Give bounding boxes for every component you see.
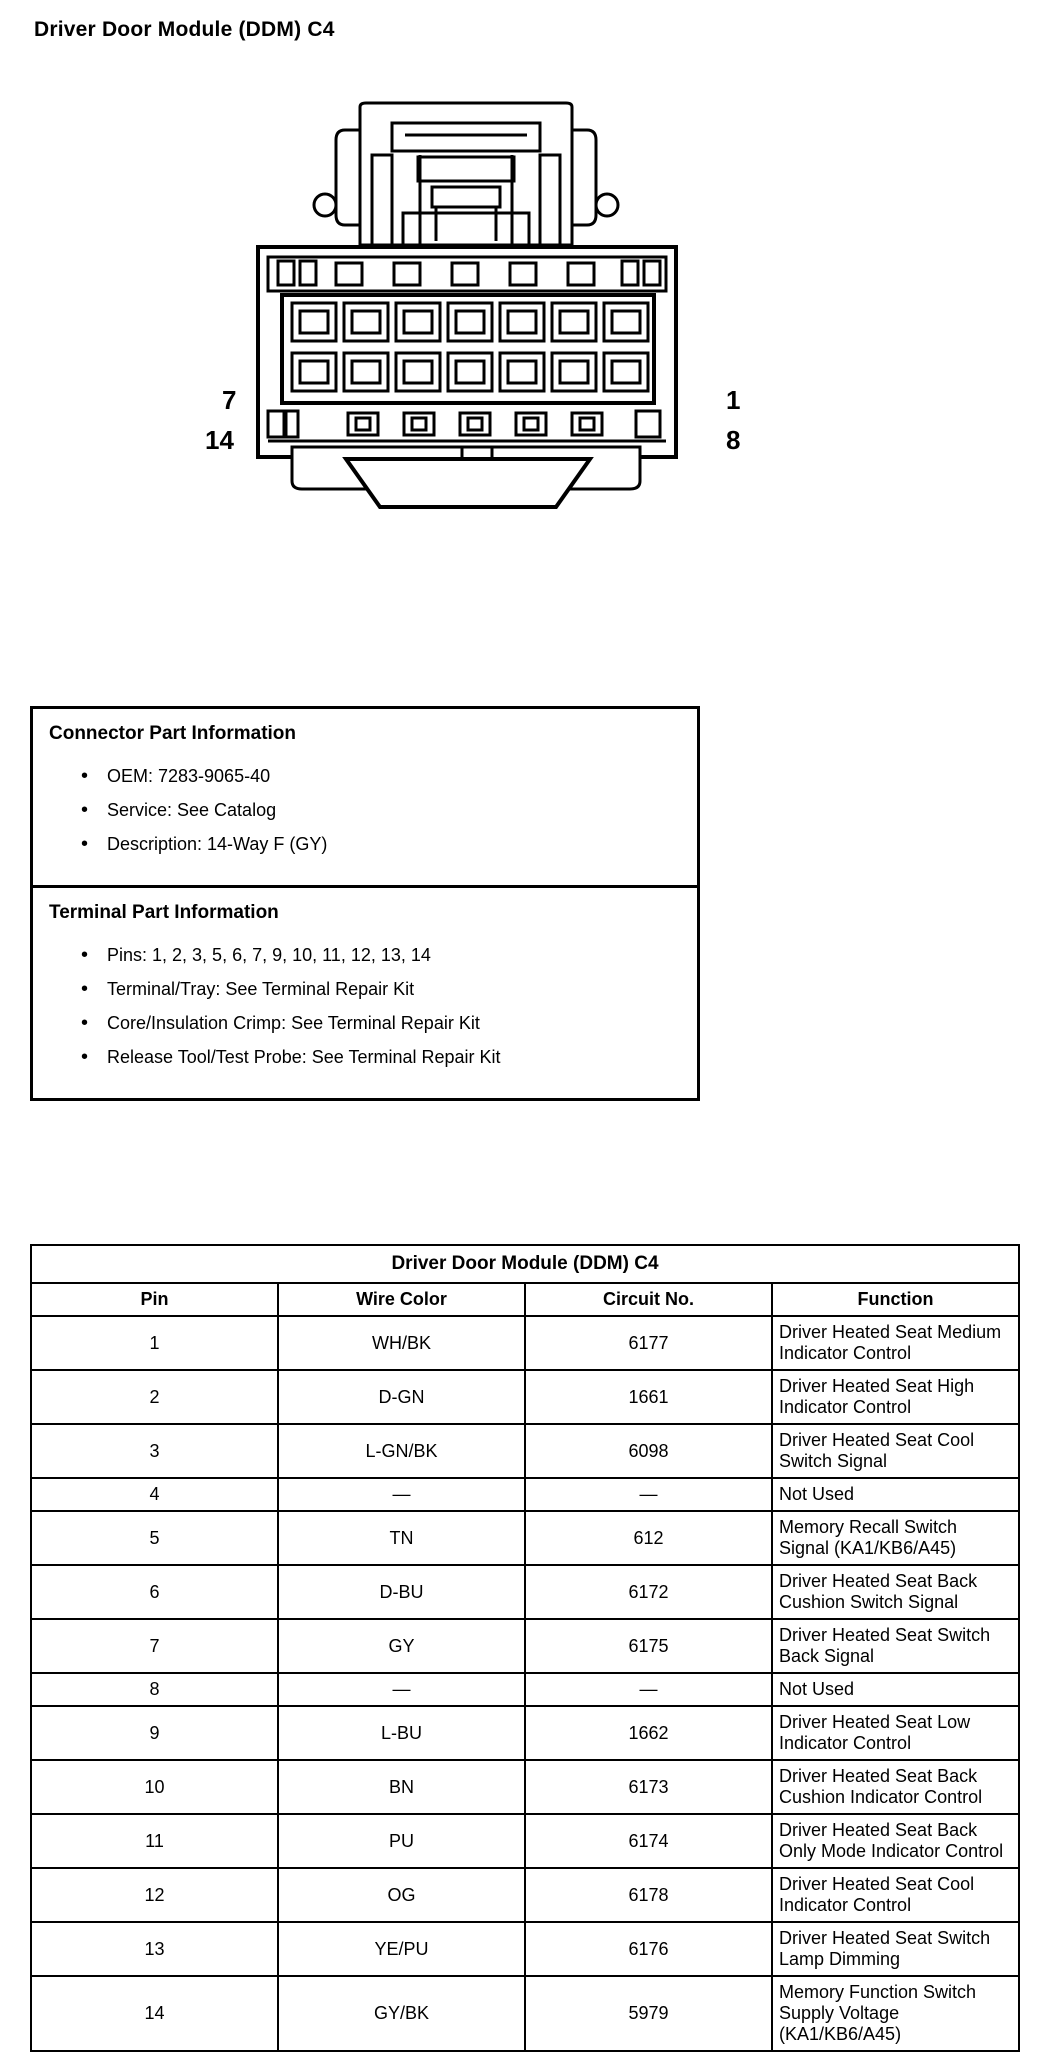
- table-row: [31, 1370, 1019, 1424]
- pin-label-1: 1: [726, 385, 741, 415]
- cell-pin: 3: [31, 1424, 278, 1478]
- cell-wire-color: WH/BK: [278, 1316, 525, 1370]
- cell-wire-color: D-GN: [278, 1370, 525, 1424]
- cell-function: Driver Heated Seat Cool Switch Signal: [772, 1424, 1019, 1478]
- cell-wire-color: —: [278, 1478, 525, 1511]
- table-row: [31, 1673, 1019, 1706]
- cell-circuit-no: 612: [525, 1511, 772, 1565]
- connector-part-information-list: [49, 759, 681, 861]
- table-row: [31, 1619, 1019, 1673]
- cell-circuit-no: 6098: [525, 1424, 772, 1478]
- page-title: Driver Door Module (DDM) C4: [34, 18, 335, 41]
- cell-pin: 9: [31, 1706, 278, 1760]
- cell-circuit-no: 6176: [525, 1922, 772, 1976]
- terminal-part-information-heading: Terminal Part Information: [49, 902, 279, 923]
- table-row: [31, 1478, 1019, 1511]
- table-row: [31, 1922, 1019, 1976]
- table-row: [31, 1316, 1019, 1370]
- cell-function: Not Used: [772, 1673, 1019, 1706]
- cell-circuit-no: 6172: [525, 1565, 772, 1619]
- cell-circuit-no: —: [525, 1478, 772, 1511]
- connector-part-information-section: [33, 709, 697, 885]
- column-header-circuit-no: Circuit No.: [525, 1283, 772, 1316]
- cell-circuit-no: 6173: [525, 1760, 772, 1814]
- cell-wire-color: PU: [278, 1814, 525, 1868]
- cell-wire-color: GY/BK: [278, 1976, 525, 2051]
- cell-wire-color: GY: [278, 1619, 525, 1673]
- column-header-wire-color: Wire Color: [278, 1283, 525, 1316]
- cell-wire-color: BN: [278, 1760, 525, 1814]
- cell-wire-color: D-BU: [278, 1565, 525, 1619]
- cell-function: Memory Recall Switch Signal (KA1/KB6/A45): [772, 1511, 1019, 1565]
- list-item: • Service: See Catalog: [107, 793, 681, 827]
- pin-label-8: 8: [726, 425, 741, 455]
- cell-wire-color: —: [278, 1673, 525, 1706]
- cell-pin: 1: [31, 1316, 278, 1370]
- table-row: [31, 1868, 1019, 1922]
- table-row: [31, 1565, 1019, 1619]
- column-header-pin: Pin: [31, 1283, 278, 1316]
- cell-wire-color: YE/PU: [278, 1922, 525, 1976]
- cell-pin: 13: [31, 1922, 278, 1976]
- pin-label-14: 14: [205, 425, 234, 455]
- connector-part-information-heading: Connector Part Information: [49, 723, 297, 744]
- table-header-row: [31, 1283, 1019, 1316]
- pinout-table: [30, 1244, 1020, 2052]
- cell-function: Driver Heated Seat Back Cushion Indicator Control: [772, 1760, 1019, 1814]
- cell-function: Not Used: [772, 1478, 1019, 1511]
- list-item: • Core/Insulation Crimp: See Terminal Repair Kit: [107, 1006, 681, 1040]
- table-row: [31, 1511, 1019, 1565]
- cell-circuit-no: 6174: [525, 1814, 772, 1868]
- cell-function: Memory Function Switch Supply Voltage (KA1/KB6/A45): [772, 1976, 1019, 2051]
- cell-function: Driver Heated Seat Cool Indicator Control: [772, 1868, 1019, 1922]
- cell-function: Driver Heated Seat Switch Back Signal: [772, 1619, 1019, 1673]
- table-row: [31, 1706, 1019, 1760]
- pinout-table-container: [30, 1244, 1020, 2052]
- cell-pin: 4: [31, 1478, 278, 1511]
- cell-circuit-no: 6177: [525, 1316, 772, 1370]
- cell-pin: 2: [31, 1370, 278, 1424]
- cell-pin: 11: [31, 1814, 278, 1868]
- cell-wire-color: OG: [278, 1868, 525, 1922]
- cell-pin: 6: [31, 1565, 278, 1619]
- cell-function: Driver Heated Seat Low Indicator Control: [772, 1706, 1019, 1760]
- cell-circuit-no: 6175: [525, 1619, 772, 1673]
- terminal-part-information-section: [33, 885, 697, 1098]
- connector-drawing-svg: [0, 95, 1056, 515]
- table-row: [31, 1424, 1019, 1478]
- cell-pin: 8: [31, 1673, 278, 1706]
- cell-function: Driver Heated Seat Switch Lamp Dimming: [772, 1922, 1019, 1976]
- terminal-part-information-list: [49, 938, 681, 1074]
- list-item: • Release Tool/Test Probe: See Terminal Repair Kit: [107, 1040, 681, 1074]
- cell-circuit-no: 5979: [525, 1976, 772, 2051]
- cell-pin: 10: [31, 1760, 278, 1814]
- part-information-box: [30, 706, 700, 1101]
- table-row: [31, 1760, 1019, 1814]
- cell-circuit-no: —: [525, 1673, 772, 1706]
- cell-pin: 5: [31, 1511, 278, 1565]
- cell-wire-color: TN: [278, 1511, 525, 1565]
- cell-function: Driver Heated Seat Back Cushion Switch Signal: [772, 1565, 1019, 1619]
- cell-pin: 12: [31, 1868, 278, 1922]
- cell-pin: 7: [31, 1619, 278, 1673]
- table-title-row: [31, 1245, 1019, 1283]
- cell-wire-color: L-GN/BK: [278, 1424, 525, 1478]
- list-item: • Description: 14-Way F (GY): [107, 827, 681, 861]
- table-row: [31, 1814, 1019, 1868]
- cell-circuit-no: 1661: [525, 1370, 772, 1424]
- cell-function: Driver Heated Seat Back Only Mode Indicator Control: [772, 1814, 1019, 1868]
- cell-circuit-no: 6178: [525, 1868, 772, 1922]
- cell-circuit-no: 1662: [525, 1706, 772, 1760]
- list-item: • Terminal/Tray: See Terminal Repair Kit: [107, 972, 681, 1006]
- list-item: • OEM: 7283-9065-40: [107, 759, 681, 793]
- list-item: • Pins: 1, 2, 3, 5, 6, 7, 9, 10, 11, 12, 13, 14: [107, 938, 681, 972]
- connector-illustration: [0, 95, 1056, 515]
- cell-pin: 14: [31, 1976, 278, 2051]
- cell-wire-color: L-BU: [278, 1706, 525, 1760]
- column-header-function: Function: [772, 1283, 1019, 1316]
- cell-function: Driver Heated Seat Medium Indicator Control: [772, 1316, 1019, 1370]
- table-row: [31, 1976, 1019, 2051]
- pinout-table-title: Driver Door Module (DDM) C4: [31, 1245, 1019, 1283]
- cell-function: Driver Heated Seat High Indicator Control: [772, 1370, 1019, 1424]
- pin-label-7: 7: [222, 385, 237, 415]
